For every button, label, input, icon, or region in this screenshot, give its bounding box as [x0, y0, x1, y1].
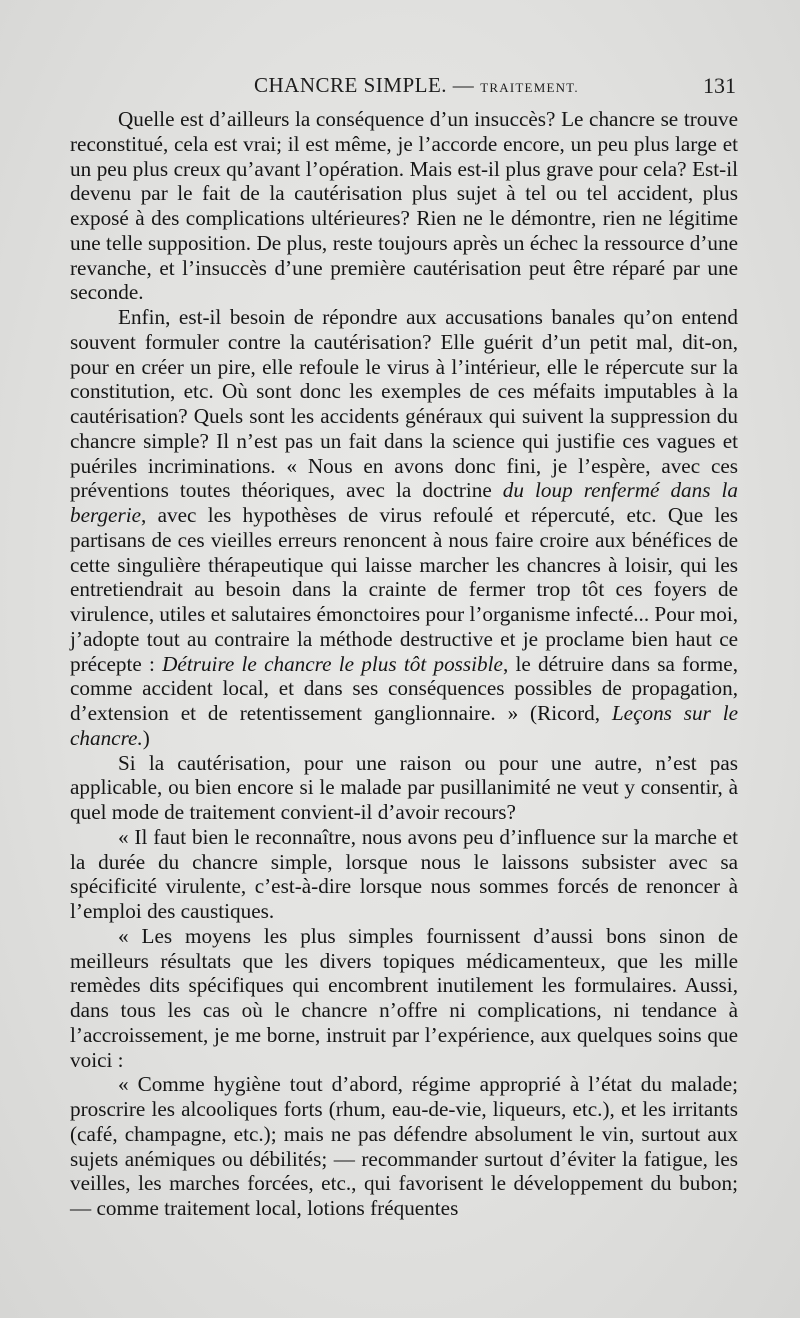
paragraph: Quelle est d’ailleurs la conséquence d’un insuccès? Le chancre se trouve reconstitué, cela est vrai; il est même, je l’accorde encore, un peu plus large et un peu plus creux qu’avant l’opération. Mais est-il plus grave pour cela? Est-il devenu par le fait de la cautérisation plus sujet à tel ou tel accident, plus exposé à des complications ultérieures? Rien ne le démontre, rien ne légitime une telle supposition. De plus, reste toujours après un échec la ressource d’une revanche, et l’insuccès d’une première cautérisation peut être réparé par une seconde. [70, 107, 738, 305]
paragraph-text: , avec les hypothèses de virus refoulé et répercuté, etc. Que les partisans de ces vieilles erreurs renoncent à nous faire croire aux bénéfices de cette singulière thérapeutique qui laisse marcher les chancres à loisir, qui les entretiendrait au besoin dans la crainte de fermer trop tôt ces foyers de virulence, utiles et salutaires émonctoires pour l’organisme infecté... Pour moi, j’adopte tout au contraire la méthode destructive et je proclame bien haut ce précepte : [70, 503, 739, 676]
italic-phrase: Détruire le chancre le plus tôt possible [162, 651, 503, 676]
paragraph-text: ) [142, 725, 150, 750]
paragraph [70, 305, 738, 751]
italic-phrase: du loup renfermé dans la bergerie [70, 478, 739, 527]
citation-title: Leçons sur le chancre. [70, 701, 738, 750]
body-text [70, 107, 738, 1221]
page-header [70, 73, 738, 99]
paragraph: « Comme hygiène tout d’abord, régime approprié à l’état du malade; proscrire les alcooliques forts (rhum, eau-de-vie, liqueurs, etc.), et les irritants (café, champagne, etc.); mais ne pas défendre absolument le vin, surtout aux sujets anémiques ou débilités; — recommander surtout d’éviter la fatigue, les veilles, les marches forcées, etc., qui favorisent le développement du bubon; — comme traitement local, lotions fréquentes [70, 1072, 738, 1220]
page-number: 131 [703, 73, 736, 98]
paragraph-text: Enfin, est-il besoin de répondre aux accusations banales qu’on entend souvent formuler contre la cautérisation? Elle guérit d’un petit mal, dit-on, pour en créer un pire, elle refoule le virus à l’intérieur, elle le répercute sur la constitution, etc. Où sont donc les exemples de ces méfaits imputables à la cautérisation? Quels sont les accidents généraux qui suivent la suppression du chancre simple? Il n’est pas un fait dans la science qui justifie ces vagues et puériles incriminations. « Nous en avons donc fini, je l’espère, avec ces préventions toutes théoriques, avec la doctrine [70, 305, 738, 503]
running-title-main: CHANCRE SIMPLE. — [254, 73, 475, 97]
paragraph: Si la cautérisation, pour une raison ou pour une autre, n’est pas applicable, ou bien encore si le malade par pusillanimité ne veut y consentir, à quel mode de traitement convient-il d’avoir recours? [70, 750, 738, 824]
paragraph: « Il faut bien le reconnaître, nous avons peu d’influence sur la marche et la durée du chancre simple, lorsque nous le laissons subsister avec sa spécificité virulente, c’est-à-dire lorsque nous sommes forcés de renoncer à l’emploi des caustiques. [70, 824, 738, 923]
paragraph: « Les moyens les plus simples fournissent d’aussi bons sinon de meilleurs résultats que les divers topiques médicamenteux, que les mille remèdes dits spécifiques qui encombrent inutilement les formulaires. Aussi, dans tous les cas où le chancre n’offre ni complications, ni tendance à l’accroissement, je me borne, instruit par l’expérience, aux quelques soins que voici : [70, 923, 738, 1072]
running-title [254, 73, 579, 98]
running-title-section: TRAITEMENT. [480, 80, 579, 95]
paragraph-text: , le détruire dans sa forme, comme accident local, et dans ses conséquences possibles de propagation, d’extension et de retentissement ganglionnaire. » (Ricord, [70, 651, 738, 725]
